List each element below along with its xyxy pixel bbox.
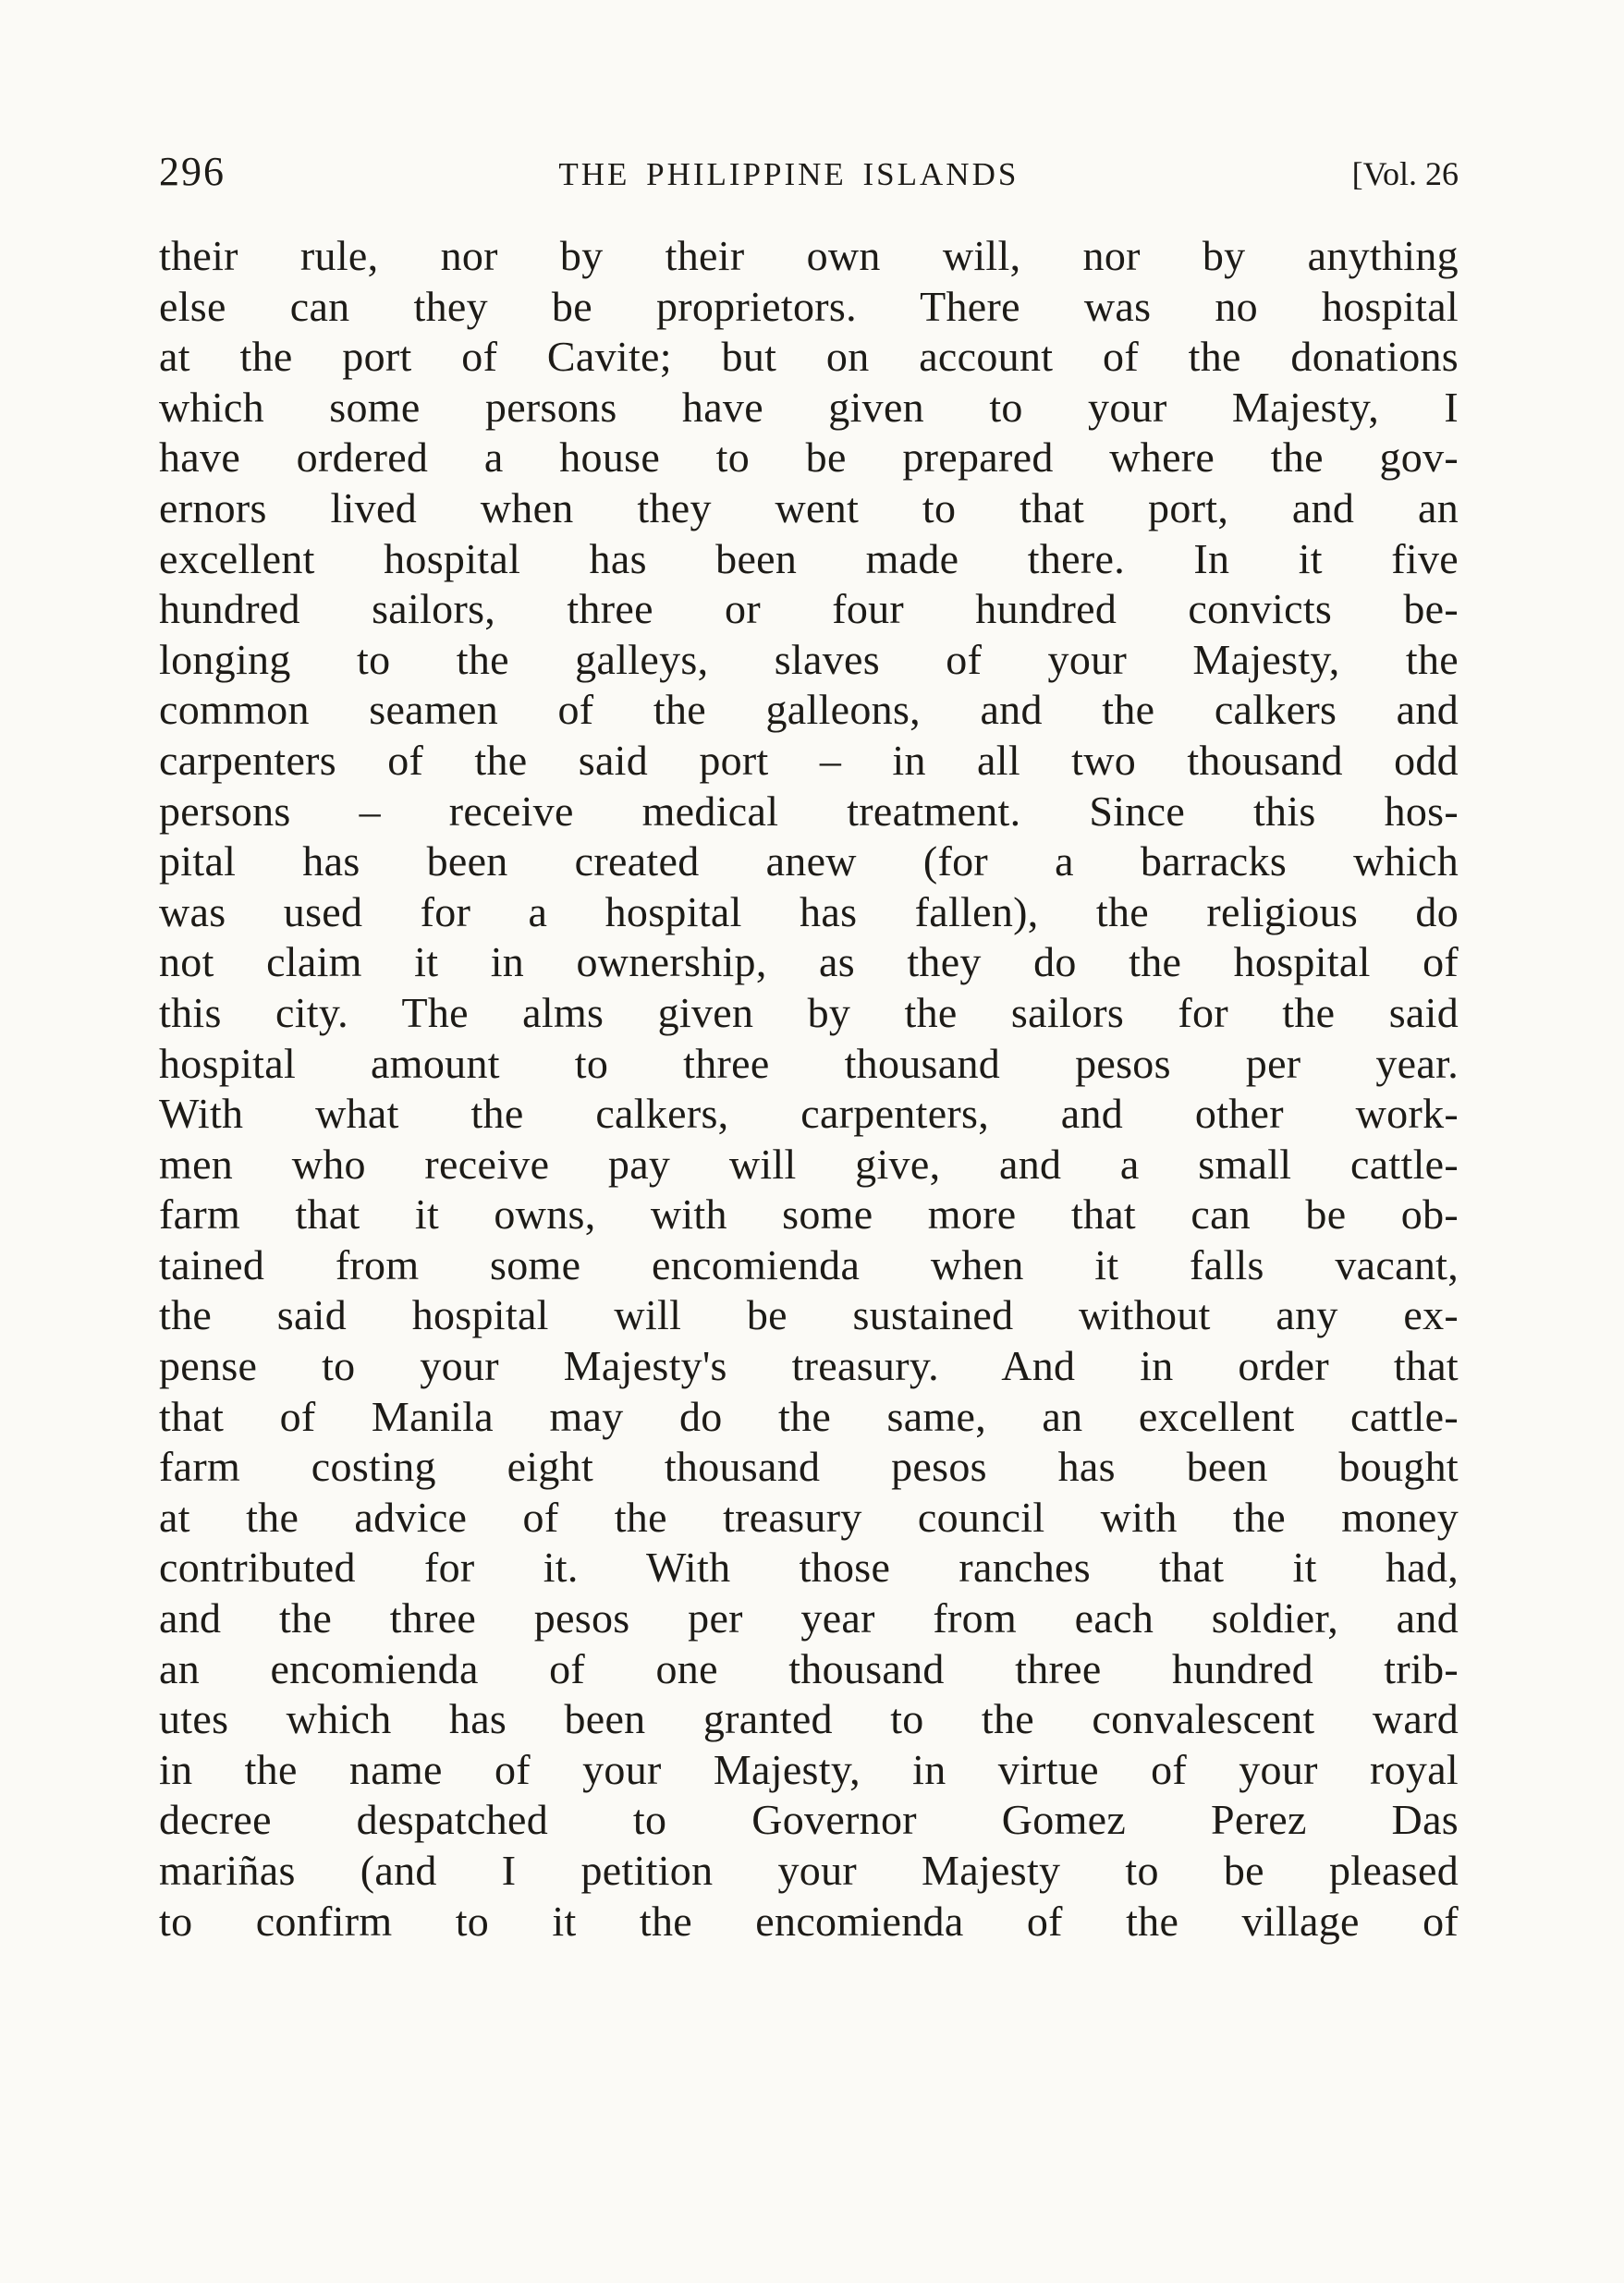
text-line: longing to the galleys, slaves of your Majesty, the bbox=[159, 635, 1459, 683]
text-line: their rule, nor by their own will, nor by anything bbox=[159, 232, 1459, 279]
text-line: mariñas (and I petition your Majesty to be pleased bbox=[159, 1847, 1459, 1894]
text-line: the said hospital will be sustained without any ex- bbox=[159, 1291, 1459, 1339]
volume-label: [Vol. 26 bbox=[1351, 155, 1459, 192]
text-line: pense to your Majesty's treasury. And in order that bbox=[159, 1342, 1459, 1390]
text-line: farm costing eight thousand pesos has been bought bbox=[159, 1443, 1459, 1491]
text-line: farm that it owns, with some more that can be ob- bbox=[159, 1190, 1459, 1239]
text-line: decree despatched to Governor Gomez Perez Das bbox=[159, 1796, 1459, 1844]
page-number: 296 bbox=[159, 149, 226, 194]
text-line: ernors lived when they went to that port, and an bbox=[159, 483, 1459, 531]
text-line: at the port of Cavite; but on account of the donations bbox=[159, 333, 1459, 381]
text-line: have ordered a house to be prepared where the gov- bbox=[159, 433, 1459, 482]
text-line: men who receive pay will give, and a small cattle- bbox=[159, 1140, 1459, 1188]
text-line: else can they be proprietors. There was no hospital bbox=[159, 282, 1459, 330]
text-line: contributed for it. With those ranches that it had, bbox=[159, 1544, 1459, 1592]
page-header bbox=[159, 148, 1459, 195]
body-text bbox=[159, 231, 1459, 1947]
text-line: hundred sailors, three or four hundred convicts be- bbox=[159, 585, 1459, 633]
running-title: THE PHILIPPINE ISLANDS bbox=[558, 156, 1020, 192]
text-line: common seamen of the galleons, and the calkers and bbox=[159, 686, 1459, 734]
text-line: that of Manila may do the same, an excellent cattle- bbox=[159, 1392, 1459, 1440]
text-line: With what the calkers, carpenters, and other work- bbox=[159, 1090, 1459, 1138]
text-line: and the three pesos per year from each soldier, and bbox=[159, 1594, 1459, 1642]
text-line: not claim it in ownership, as they do the hospital of bbox=[159, 938, 1459, 986]
text-line: utes which has been granted to the convalescent ward bbox=[159, 1695, 1459, 1743]
text-line: tained from some encomienda when it falls vacant, bbox=[159, 1240, 1459, 1288]
text-line: excellent hospital has been made there. In it five bbox=[159, 534, 1459, 582]
text-line: to confirm to it the encomienda of the village of bbox=[159, 1897, 1459, 1945]
text-line: persons – receive medical treatment. Since this hos- bbox=[159, 787, 1459, 835]
text-line: pital has been created anew (for a barracks which bbox=[159, 837, 1459, 885]
text-line: carpenters of the said port – in all two thousand odd bbox=[159, 736, 1459, 784]
text-line: was used for a hospital has fallen), the religious do bbox=[159, 887, 1459, 935]
text-line: which some persons have given to your Majesty, I bbox=[159, 383, 1459, 431]
text-line: hospital amount to three thousand pesos per year. bbox=[159, 1039, 1459, 1087]
text-line: an encomienda of one thousand three hundred trib- bbox=[159, 1644, 1459, 1692]
text-line: at the advice of the treasury council with the money bbox=[159, 1493, 1459, 1541]
text-line: in the name of your Majesty, in virtue of your royal bbox=[159, 1745, 1459, 1793]
text-line: this city. The alms given by the sailors for the said bbox=[159, 988, 1459, 1036]
